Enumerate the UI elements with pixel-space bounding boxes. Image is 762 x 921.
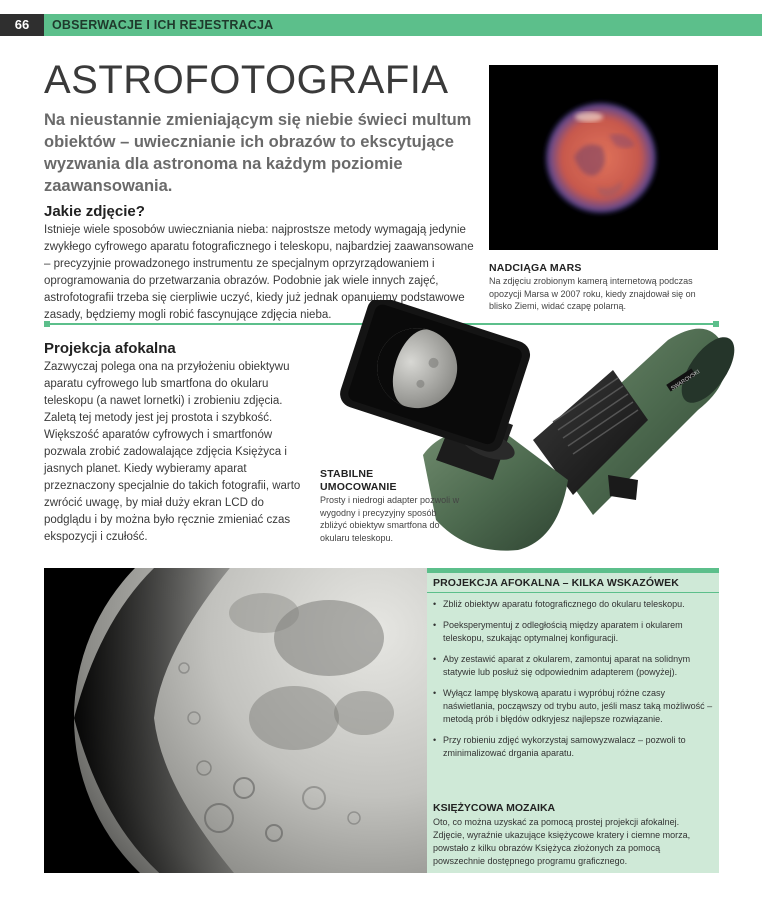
tip-item: • Wyłącz lampę błyskową aparatu i wypróbuj różne czasy naświetlania, począwszy od trybu auto, jeśli masz taką możliwość – metodą prób i błędów odkryjesz najlepsze rozwiązanie. xyxy=(433,687,715,726)
intro-text: Na nieustannie zmieniającym się niebie świeci multum obiektów – uwiecznianie ich obrazów to ekscytujące wyzwania dla astronoma na każdym poziomie zaawansowania. xyxy=(44,111,472,195)
mars-caption-title: NADCIĄGA MARS xyxy=(489,262,582,274)
tip-item: • Przy robieniu zdjęć wykorzystaj samowyzwalacz – pozwoli to zminimalizować drgania aparatu. xyxy=(433,734,715,760)
scope-caption-title-2: UMOCOWANIE xyxy=(320,481,397,493)
mosaic-caption-text: Oto, co można uzyskać za pomocą prostej projekcji afokalnej. Zdjęcie, wyraźnie ukazujące księżycowe kratery i ciemne morza, powstało z kilku obrazów Księżyca złożonych za pomocą powszechnie dostępnego programu graficznego. xyxy=(433,817,691,866)
moon-mosaic-photo xyxy=(44,568,427,873)
scope-caption-title-1: STABILNE xyxy=(320,468,374,480)
tips-divider xyxy=(427,592,719,593)
mosaic-caption-title: KSIĘŻYCOWA MOZAIKA xyxy=(433,802,556,814)
scope-brand-label: SWAROVSKI xyxy=(670,369,702,393)
mars-caption-text: Na zdjęciu zrobionym kamerą internetową podczas opozycji Marsa w 2007 roku, kiedy znajdował się on blisko Ziemi, widać czapę polarną. xyxy=(489,276,696,311)
tips-title: PROJEKCJA AFOKALNA – KILKA WSKAZÓWEK xyxy=(433,577,679,589)
page-title: ASTROFOTOGRAFIA xyxy=(44,58,449,102)
page-number: 66 xyxy=(0,14,44,36)
moon-image xyxy=(44,568,427,873)
heading-jakie-zdjecie: Jakie zdjęcie? xyxy=(44,203,145,220)
header-bar xyxy=(0,14,762,36)
tips-list xyxy=(433,598,715,768)
divider-dot-left xyxy=(44,321,50,327)
tip-item: • Poeksperymentuj z odległością między aparatem i okularem teleskopu, szukając optymalnej konfiguracji. xyxy=(433,619,715,645)
section2-text: Zazwyczaj polega ona na przyłożeniu obiektywu aparatu cyfrowego lub smartfona do okularu teleskopu (a nawet lornetki) i zrobieniu zdjęcia. Zaletą tej metody jest jej prostota i szybkość. Większość aparatów cyfrowych i smartfonów pozwala zrobić zadowalające zdjęcia Księżyca i jasnych planet. Kiedy wybieramy aparat przeznaczony specjalnie do takich fotografii, warto zwrócić uwagę, by miał duży ekran LCD do podglądu i by można było ręcznie zmieniać czas ekspozycji i czułość. xyxy=(44,361,301,543)
section-title: OBSERWACJE I ICH REJESTRACJA xyxy=(52,18,274,32)
mars-image xyxy=(489,65,718,250)
tip-item: • Zbliż obiektyw aparatu fotograficznego do okularu teleskopu. xyxy=(433,598,715,611)
mars-photo xyxy=(489,65,718,250)
scope-caption-text: Prosty i niedrogi adapter pozwoli w wygodny i precyzyjny sposób zbliżyć obiektyw smartfona do okularu teleskopu. xyxy=(320,495,460,543)
tips-top-bar xyxy=(427,568,719,573)
heading-projekcja-afokalna: Projekcja afokalna xyxy=(44,340,176,357)
section1-text: Istnieje wiele sposobów uwieczniania nieba: najprostsze metody wymagają jedynie zwykłego cyfrowego aparatu fotograficznego i teleskopu, najbardziej zaawansowane – precyzyjnie prowadzonego instrumentu ze specjalnym oprzyrządowaniem i oprogramowania do przetwarzania obrazów. Podobnie jak wiele innych zajęć, astrofotografii trzeba się cierpliwie uczyć, kiedy już jednak opanujemy podstawowe zasady, będziemy mogli robić fascynujące zdjęcia nieba. xyxy=(44,224,474,321)
tip-item: • Aby zestawić aparat z okularem, zamontuj aparat na solidnym statywie lub posłuż się odpowiednim adapterem (powyżej). xyxy=(433,653,715,679)
